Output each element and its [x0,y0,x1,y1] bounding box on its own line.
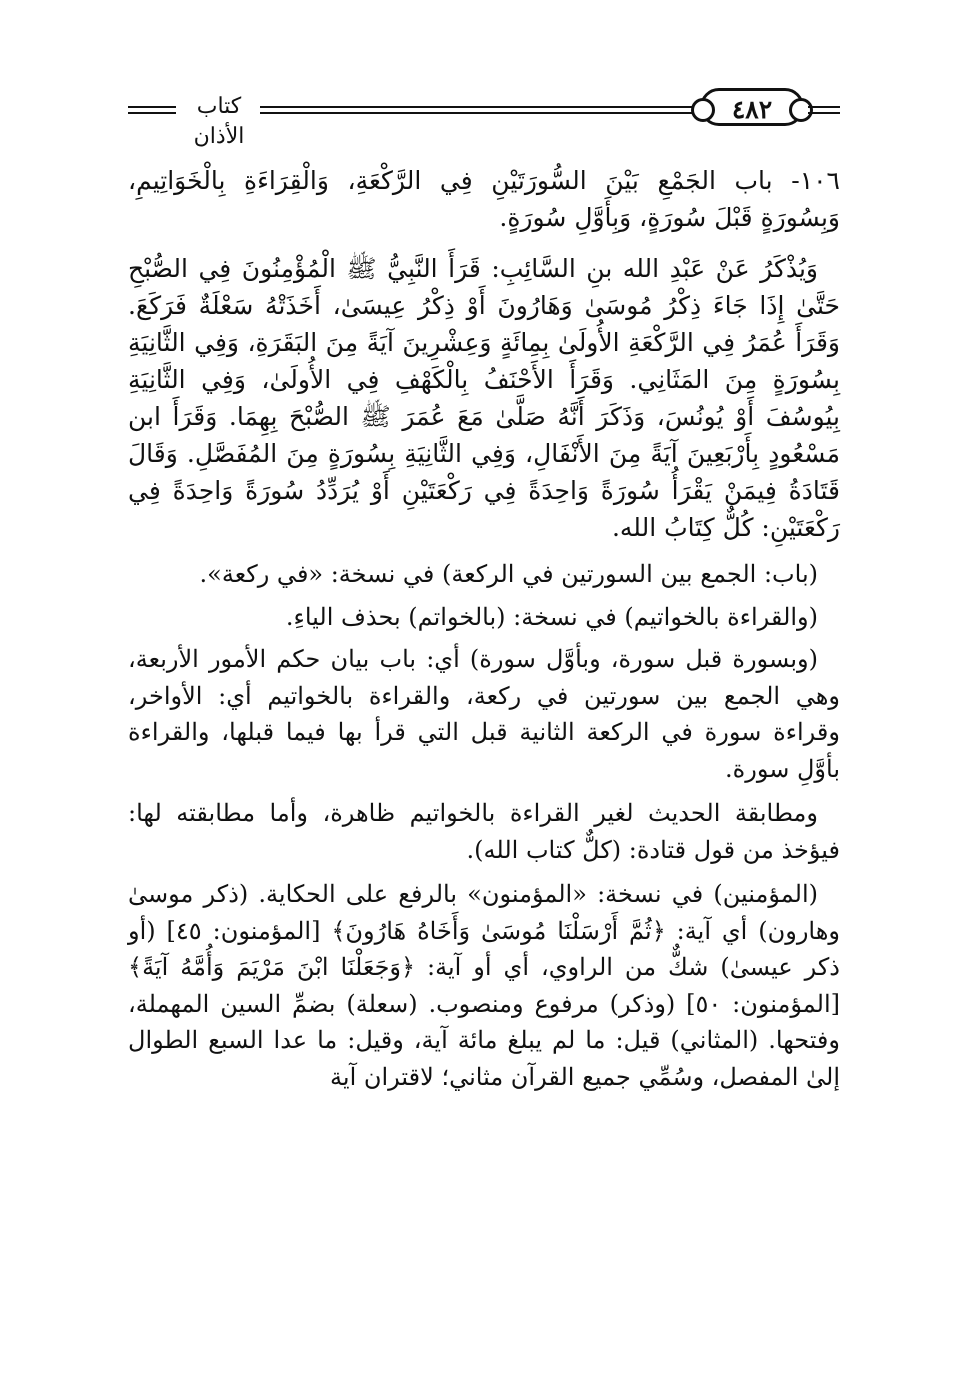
chapter-heading: ١٠٦- باب الجَمْعِ بَيْنَ السُّورَتَيْنِ فِي الرَّكْعَةِ، وَالْقِرَاءَةِ بِالْخَوَاتِيمِ، وَبِسُورَةٍ قَبْلَ سُورَةٍ، وَبِأَوَّلِ سُورَةٍ. [128,166,840,232]
page-body [128,162,840,1103]
header-rule [260,112,694,114]
matn-paragraph: وَيُذْكَرُ عَنْ عَبْدِ الله بنِ السَّائِبِ: قَرَأَ النَّبِيُّ ﷺ الْمُؤْمِنُونَ فِي الصُّبْحِ حَتَّىٰ إِذَا جَاءَ ذِكْرُ مُوسَىٰ وَهَارُونَ أَوْ ذِكْرُ عِيسَىٰ، أَخَذَتْهُ سَعْلَةٌ فَرَكَعَ. وَقَرَأَ عُمَرُ فِي الرَّكْعَةِ الأُولَىٰ بِمِائَةٍ وَعِشْرِينَ آيَةً مِنَ البَقَرَةِ، وَفِي الثَّانِيَةِ بِسُورَةٍ مِنَ المَثَانِي. وَقَرَأَ الأَحْنَفُ بِالْكَهْفِ فِي الأُولَىٰ، وَفِي الثَّانِيَةِ بِيُوسُفَ أَوْ يُونُسَ، وَذَكَرَ أَنَّهُ صَلَّىٰ مَعَ عُمَرَ ﷺ الصُّبْحَ بِهِمَا. وَقَرَأَ ابن مَسْعُودٍ بِأَرْبَعِينَ آيَةً مِنَ الأَنْفَالِ، وَفِي الثَّانِيَةِ بِسُورَةٍ مِنَ المُفَصَّلِ. وَقَالَ قَتَادَةُ فِيمَنْ يَقْرَأُ سُورَةً وَاحِدَةً فِي رَكْعَتَيْنِ أَوْ يُرَدِّدُ سُورَةً وَاحِدَةً فِي رَكْعَتَيْنِ: كُلٌّ كِتَابُ الله. [128,254,840,542]
commentary-paragraph: (المؤمنين) في نسخة: «المؤمنون» بالرفع على الحكاية. (ذكر موسىٰ وهارون) أي آية: ﴿ثُمَّ أَرْسَلْنَا مُوسَىٰ وَأَخَاهُ هَارُونَ﴾ [المؤمنون: ٤٥] (أو ذكر عيسىٰ) شكٌّ من الراوي، أي أو آية: ﴿وَجَعَلْنَا ابْنَ مَرْيَمَ وَأُمَّهُ آيَةً﴾ [المؤمنون: ٥٠] (وذكر) مرفوع ومنصوب. (سعلة) بضمِّ السين المهملة، وفتحها. (المثاني) قيل: ما لم يبلغ مائة آية، وقيل: ما عدا السبع الطوال إلىٰ المفصل، وسُمِّي جميع القرآن مثاني؛ لاقتران آية [128,880,840,1091]
commentary-paragraph: ومطابقة الحديث لغير القراءة بالخواتيم ظاهرة، وأما مطابقته لها: فيؤخذ من قول قتادة: (كلٌّ كتاب الله). [128,799,840,864]
header-rule [128,112,176,114]
header-rule [128,106,176,108]
commentary-paragraph: (وبسورة قبل سورة، وبأوَّل سورة) أي: باب بيان حكم الأمور الأربعة، وهي الجمع بين سورتين في ركعة، والقراءة بالخواتيم أي: الأواخر، وقراءة سورة في الركعة الثانية قبل التي قرأ بها فيما قبلها، والقراءة بأوَّلِ سورة. [128,645,840,783]
header-rule [808,106,840,108]
book-title: كتاب الأذان [182,92,256,152]
header-rule [808,112,840,114]
page-header [128,88,840,149]
commentary-paragraph: (والقراءة بالخواتيم) في نسخة: (بالخواتم) بحذف الياءِ. [285,602,818,631]
page-number: ٤٨٢ [700,88,804,126]
commentary-paragraph: (باب: الجمع بين السورتين في الركعة) في نسخة: «في ركعة». [199,560,818,588]
header-rule [260,106,694,108]
